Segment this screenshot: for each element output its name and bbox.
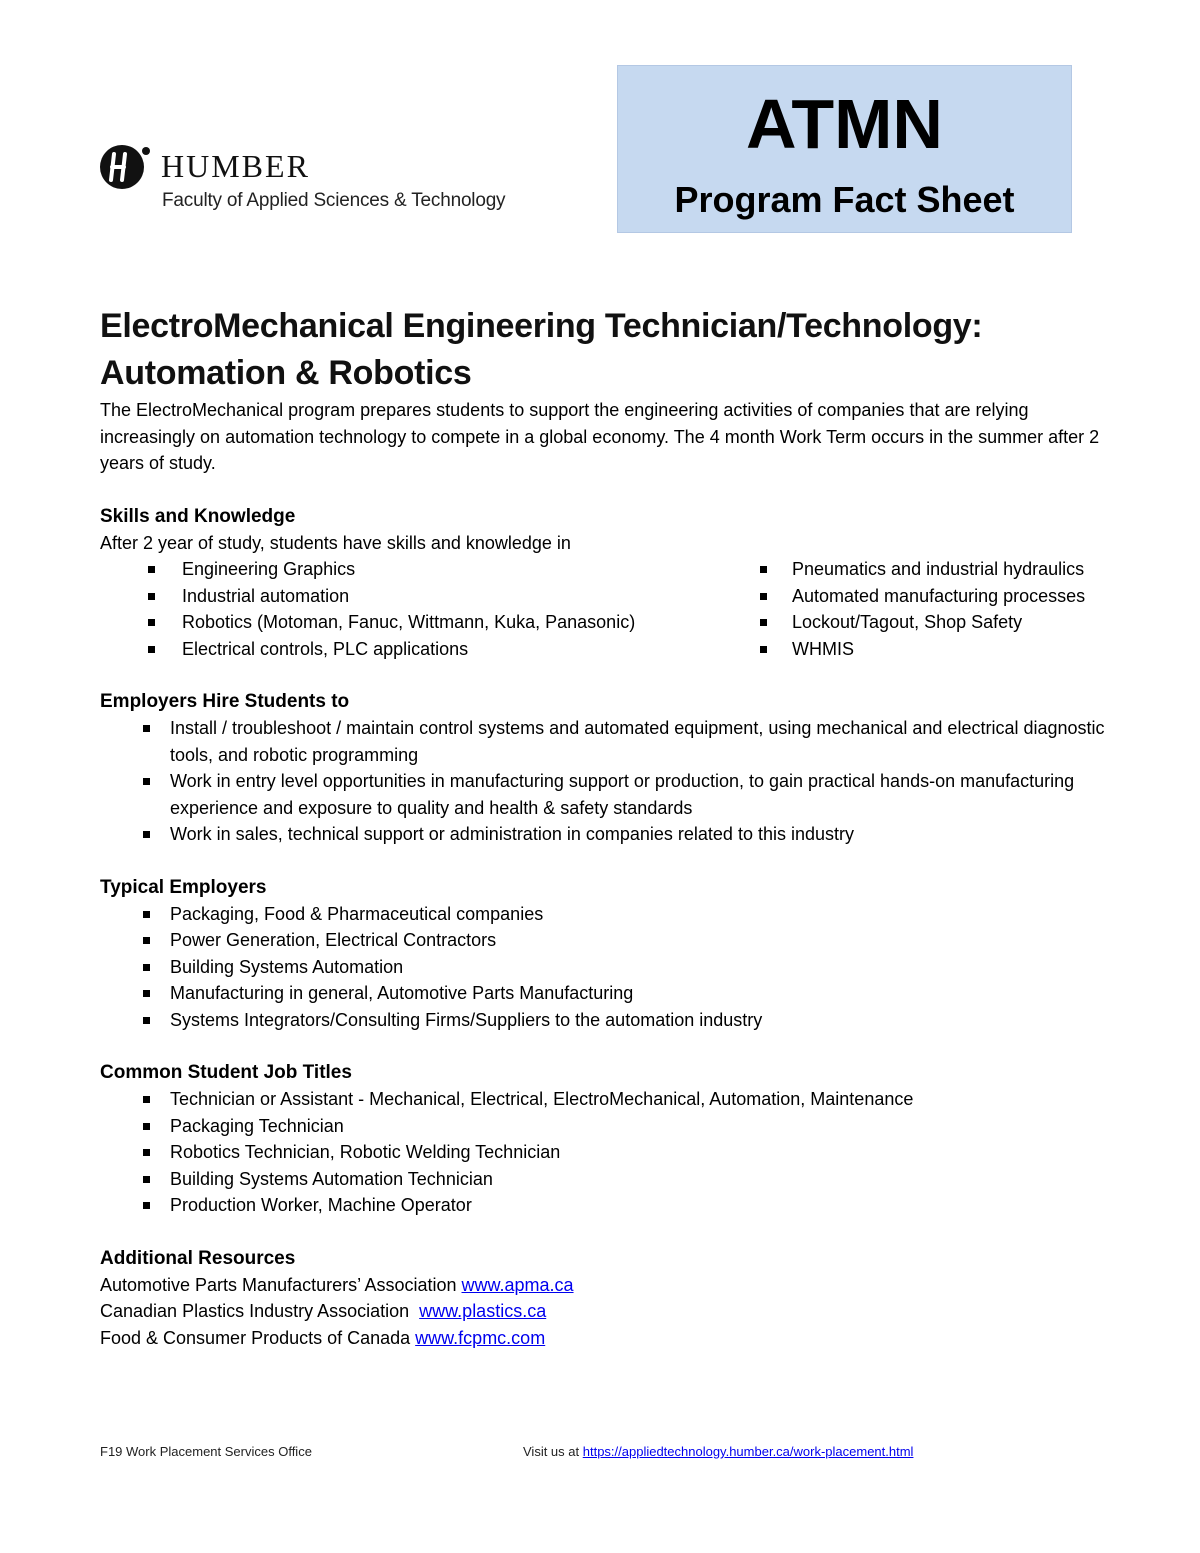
typical-employers-heading: Typical Employers (100, 876, 267, 898)
list-item: Building Systems Automation Technician (100, 1166, 1110, 1193)
list-item: Packaging Technician (100, 1113, 1110, 1140)
program-code: ATMN (746, 85, 943, 163)
footer-visit-label: Visit us at (523, 1444, 583, 1459)
job-titles-heading: Common Student Job Titles (100, 1062, 352, 1083)
resources-section (100, 1245, 1110, 1352)
intro-paragraph: The ElectroMechanical program prepares students to support the engineering activities of companies that are relying increasingly on automation technology to compete in a global economy. The 4 month Work Term occurs in the summer after 2 years of study. (100, 400, 1100, 473)
list-item: Robotics (Motoman, Fanuc, Wittmann, Kuka, Panasonic) (100, 609, 700, 636)
employers-hire-section (100, 688, 1110, 848)
list-item: Engineering Graphics (100, 556, 700, 583)
list-item: Lockout/Tagout, Shop Safety (760, 609, 1160, 636)
title-line-1: ElectroMechanical Engineering Technician/Technology: (100, 307, 983, 345)
footer-visit (523, 1444, 913, 1459)
resource-line (100, 1325, 1110, 1352)
page-title (100, 303, 1110, 397)
skills-heading: Skills and Knowledge (100, 505, 296, 527)
main-content (100, 303, 1110, 1351)
humber-logo (99, 138, 519, 228)
typical-employers-section (100, 874, 1110, 1034)
typical-employers-list (100, 901, 1110, 1034)
list-item: Automated manufacturing processes (760, 583, 1160, 610)
list-item: Production Worker, Machine Operator (100, 1192, 1110, 1219)
list-item: Pneumatics and industrial hydraulics (760, 556, 1160, 583)
list-item: Power Generation, Electrical Contractors (100, 927, 1110, 954)
logo-name: HUMBER (161, 148, 310, 184)
resource-org: Automotive Parts Manufacturers’ Association (100, 1274, 462, 1295)
logo-faculty: Faculty of Applied Sciences & Technology (162, 190, 506, 211)
list-item: Manufacturing in general, Automotive Parts Manufacturing (100, 980, 1110, 1007)
employers-hire-list (100, 715, 1110, 848)
footer-office: F19 Work Placement Services Office (100, 1444, 312, 1459)
list-item: Packaging, Food & Pharmaceutical companies (100, 901, 1110, 928)
employers-hire-heading: Employers Hire Students to (100, 691, 350, 712)
resource-line (100, 1298, 1110, 1325)
list-item: Technician or Assistant - Mechanical, Electrical, ElectroMechanical, Automation, Maintenance (100, 1086, 1110, 1113)
list-item: Systems Integrators/Consulting Firms/Suppliers to the automation industry (100, 1007, 1110, 1034)
skills-section (100, 503, 1110, 663)
fact-sheet-subtitle: Program Fact Sheet (674, 179, 1015, 220)
skills-list-left (100, 556, 700, 662)
title-line-2: Automation & Robotics (100, 354, 472, 392)
list-item: Robotics Technician, Robotic Welding Technician (100, 1139, 1110, 1166)
fcpmc-link[interactable]: www.fcpmc.com (415, 1327, 546, 1348)
list-item: Install / troubleshoot / maintain control systems and automated equipment, using mechanical and electrical diagnostic tools, and robotic programming (100, 715, 1110, 768)
list-item: Work in sales, technical support or administration in companies related to this industry (100, 821, 1110, 848)
resource-line (100, 1272, 1110, 1299)
list-item: Electrical controls, PLC applications (100, 636, 700, 663)
job-titles-section (100, 1059, 1110, 1219)
resource-org: Canadian Plastics Industry Association (100, 1301, 420, 1321)
skills-list-right (760, 556, 1160, 662)
list-item: Industrial automation (100, 583, 700, 610)
plastics-link[interactable]: www.plastics.ca (419, 1301, 547, 1321)
skills-lead: After 2 year of study, students have skills and knowledge in (100, 532, 571, 553)
work-placement-link[interactable]: https://appliedtechnology.humber.ca/work-placement.html (582, 1444, 914, 1459)
list-item: Building Systems Automation (100, 954, 1110, 981)
apma-link[interactable]: www.apma.ca (461, 1274, 574, 1295)
fact-sheet-banner (617, 65, 1072, 233)
resources-heading: Additional Resources (100, 1247, 296, 1269)
resource-org: Food & Consumer Products of Canada (100, 1327, 416, 1348)
job-titles-list (100, 1086, 1110, 1219)
list-item: WHMIS (760, 636, 1160, 663)
list-item: Work in entry level opportunities in manufacturing support or production, to gain practical hands-on manufacturing experience and exposure to quality and health & safety standards (100, 768, 1110, 821)
humber-logo-icon (99, 142, 151, 192)
